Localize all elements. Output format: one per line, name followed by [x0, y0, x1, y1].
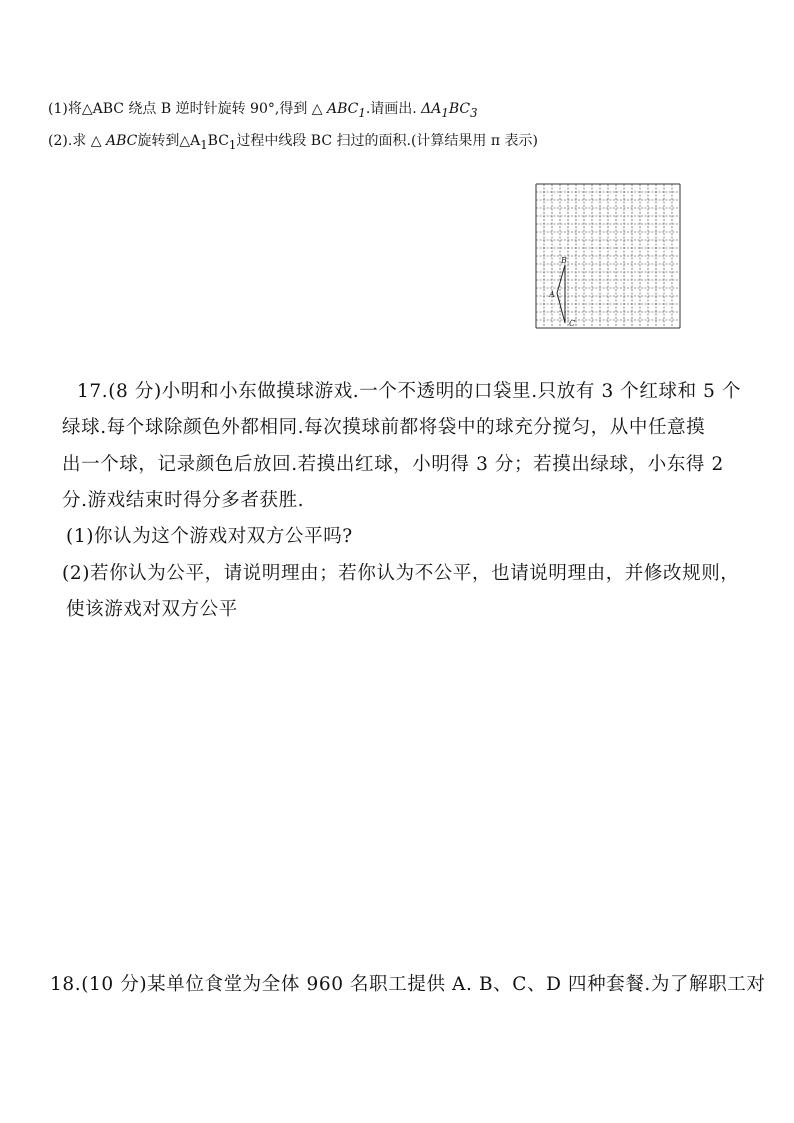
q17-subquestion-2-line-1: (2)若你认为公平，请说明理由；若你认为不公平，也请说明理由，并修改规则，	[62, 563, 740, 584]
q17-subquestion-2-line-2: 使该游戏对双方公平	[66, 599, 238, 620]
triangle-abc1: $ABC_1$	[327, 101, 366, 120]
q17-line-2: 绿球.每个球除颜色外都相同.每次摸球前都将袋中的球充分搅匀，从中任意摸	[62, 417, 706, 438]
part2-suffix: 过程中线段 BC 扫过的面积.(计算结果用 π 表示)	[236, 133, 538, 149]
q17-line-1: 17.(8 分)小明和小东做摸球游戏.一个不透明的口袋里.只放有 3 个红球和 5 个	[77, 381, 742, 402]
segment-ba	[557, 265, 565, 293]
triangle-a1bc3: $\Delta A_1BC_3$	[421, 101, 478, 120]
q18-line-1: 18.(10 分)某单位食堂为全体 960 名职工提供 A. B、C、D 四种套餐.为了解职工对	[50, 974, 766, 995]
grid-svg	[535, 183, 681, 329]
grid-figure	[535, 183, 681, 329]
triangle-symbol: △	[90, 133, 102, 149]
triangle-abc: ABC	[105, 133, 138, 149]
point-label-c: C	[569, 319, 576, 328]
grid-lines	[536, 184, 680, 328]
segment-ac	[557, 293, 565, 323]
q17-line-4: 分.游戏结束时得分多者获胜.	[62, 490, 305, 511]
part2-prefix: (2).求	[48, 133, 91, 149]
q17-subquestion-1: (1)你认为这个游戏对双方公平吗?	[66, 526, 353, 547]
sub-2: 1	[228, 137, 237, 152]
part1-prefix: (1)将△ABC 绕点 B 逆时针旋转 90°,得到	[48, 101, 312, 117]
sub-1: 1	[200, 137, 208, 152]
point-label-b: B	[561, 256, 567, 265]
part2-bc: BC	[207, 133, 229, 149]
part1-line	[48, 98, 478, 120]
triangle-symbol: △	[311, 101, 323, 117]
part1-mid: .请画出.	[365, 101, 422, 117]
triangle-abc-shape	[557, 265, 565, 323]
point-label-a: A	[549, 290, 555, 299]
part2-mid: 旋转到△A	[137, 133, 201, 149]
q17-line-3: 出一个球，记录颜色后放回.若摸出红球，小明得 3 分；若摸出绿球，小东得 2	[62, 454, 724, 475]
part2-line	[48, 130, 538, 152]
